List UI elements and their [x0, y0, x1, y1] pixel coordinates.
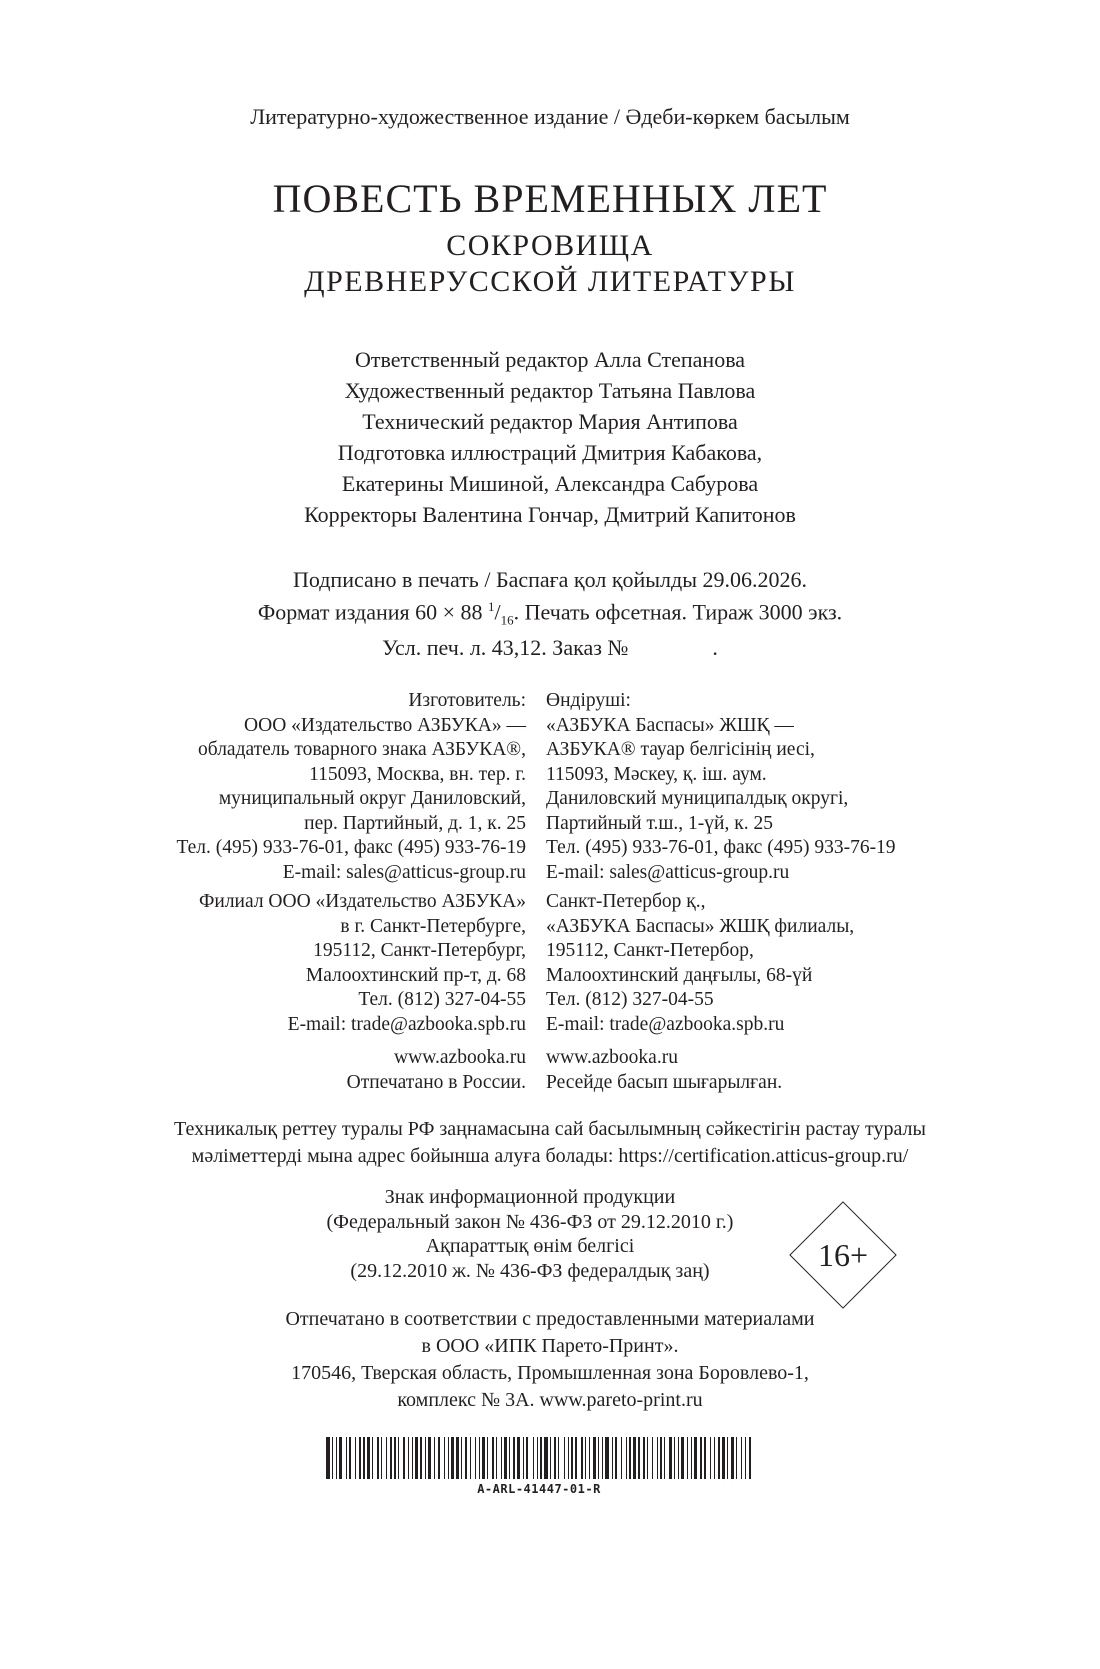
printer-info	[0, 1306, 1100, 1414]
subtitle-line: ДРЕВНЕРУССКОЙ ЛИТЕРАТУРЫ	[304, 265, 796, 298]
info-sign-line: Знак информационной продукции	[384, 1186, 676, 1208]
book-subtitle	[0, 228, 1100, 300]
age-rating-badge	[788, 1200, 898, 1310]
book-title: ПОВЕСТЬ ВРЕМЕННЫХ ЛЕТ	[272, 176, 828, 221]
format-slash: /	[494, 599, 501, 625]
manufacturer-kz-line: Даниловский муниципалдық округі,	[546, 788, 849, 809]
branch-kz-line: Тел. (812) 327-04-55	[546, 989, 714, 1010]
manufacturer-kz-line: Өндіруші:	[546, 690, 631, 711]
manufacturer-kz-line: E-mail: sales@atticus-group.ru	[546, 861, 790, 883]
manufacturer-ru-line: ООО «Издательство АЗБУКА» —	[244, 714, 526, 736]
footer-kz	[546, 1046, 1006, 1095]
info-product-sign	[300, 1185, 760, 1283]
format-suffix: . Печать офсетная. Тираж 3000 экз.	[513, 599, 843, 625]
website-kz: www.azbooka.ru	[546, 1047, 678, 1068]
printer-line: комплекс № 3А. www.pareto-print.ru	[397, 1389, 703, 1411]
manufacturer-kz-line: «АЗБУКА Баспасы» ЖШҚ —	[546, 714, 794, 736]
manufacturer-kz-line: 115093, Мәскеу, қ. іш. аум.	[546, 763, 767, 785]
branch-ru-line: 195112, Санкт-Петербург,	[313, 940, 526, 961]
branch-kz-line: 195112, Санкт-Петербор,	[546, 940, 754, 961]
branch-ru-line: Тел. (812) 327-04-55	[358, 989, 526, 1010]
footer-ru	[110, 1046, 526, 1095]
info-sign-line: Ақпараттық өнім белгісі	[425, 1235, 635, 1257]
branch-kz-line: «АЗБУКА Баспасы» ЖШҚ филиалы,	[546, 915, 855, 937]
manufacturer-kz	[546, 689, 1006, 885]
manufacturer-ru	[110, 689, 526, 885]
info-sign-line: (Федеральный закон № 436-ФЗ от 29.12.2010 г.)	[326, 1210, 734, 1233]
credit-line: Екатерины Мишиной, Александра Сабурова	[341, 471, 759, 496]
branch-ru-line: Малоохтинский пр-т, д. 68	[305, 964, 526, 986]
info-sign-line: (29.12.2010 ж. № 436-ФЗ федералдық заң)	[350, 1259, 710, 1282]
credit-line: Художественный редактор Татьяна Павлова	[344, 378, 756, 403]
age-rating-text: 16+	[817, 1237, 869, 1273]
manufacturer-kz-line: АЗБУКА® тауар белгісінің иесі,	[546, 739, 815, 760]
certification-line: мәліметтерді мына адрес бойынша алуға болады: https://certification.atticus-group.ru/	[191, 1145, 909, 1167]
format-numerator: 1	[488, 599, 495, 614]
print-info-block	[0, 566, 1100, 661]
website-ru: www.azbooka.ru	[394, 1047, 526, 1068]
subtitle-line: СОКРОВИЩА	[446, 229, 654, 262]
printer-line: в ООО «ИПК Парето-Принт».	[421, 1335, 679, 1357]
barcode-icon	[326, 1437, 752, 1479]
credit-line: Корректоры Валентина Гончар, Дмитрий Капитонов	[304, 502, 796, 527]
order-text: Усл. печ. л. 43,12. Заказ №	[382, 634, 629, 660]
manufacturer-ru-line: 115093, Москва, вн. тер. г.	[309, 763, 526, 785]
printed-in-ru: Отпечатано в России.	[346, 1071, 526, 1093]
manufacturer-ru-line: E-mail: sales@atticus-group.ru	[282, 861, 526, 883]
barcode-code: A-ARL-41447-01-R	[477, 1482, 601, 1496]
branch-ru-line: в г. Санкт-Петербурге,	[340, 915, 526, 937]
credit-line: Подготовка иллюстраций Дмитрия Кабакова,	[337, 440, 763, 465]
printer-line: 170546, Тверская область, Промышленная зона Боровлево-1,	[291, 1362, 809, 1384]
format-denominator: 16	[500, 612, 514, 628]
credits-block	[0, 344, 1100, 530]
branch-kz-line: E-mail: trade@azbooka.spb.ru	[546, 1013, 785, 1035]
format-line	[0, 593, 1100, 634]
credit-line: Технический редактор Мария Антипова	[362, 409, 738, 434]
branch-kz-line: Санкт-Петербор қ.,	[546, 891, 706, 912]
signed-line: Подписано в печать / Баспаға қол қойылды 29.06.2026.	[292, 567, 808, 592]
manufacturer-ru-line: Тел. (495) 933-76-01, факс (495) 933-76-19	[176, 837, 526, 858]
edition-type: Литературно-художественное издание / Әдеби-көркем басылым	[250, 104, 850, 129]
manufacturer-kz-line: Партийный т.ш., 1-үй, к. 25	[546, 812, 773, 834]
branch-kz-line: Малоохтинский даңғылы, 68-үй	[546, 964, 813, 986]
credit-line: Ответственный редактор Алла Степанова	[354, 347, 746, 372]
format-prefix: Формат издания 60 × 88	[257, 599, 483, 625]
branch-kz	[546, 890, 1006, 1037]
printed-in-kz: Ресейде басып шығарылған.	[546, 1071, 783, 1093]
branch-ru-line: Филиал ООО «Издательство АЗБУКА»	[198, 891, 526, 912]
barcode	[326, 1437, 752, 1496]
manufacturer-kz-line: Тел. (495) 933-76-01, факс (495) 933-76-19	[546, 837, 896, 858]
certification-line: Техникалық реттеу туралы РФ заңнамасына сай басылымның сәйкестігін растау туралы	[174, 1118, 926, 1140]
order-line: Усл. печ. л. 43,12. Заказ № .	[382, 634, 718, 660]
manufacturer-ru-line: пер. Партийный, д. 1, к. 25	[304, 812, 526, 834]
manufacturer-ru-line: Изготовитель:	[408, 690, 526, 711]
branch-ru	[110, 890, 526, 1037]
branch-ru-line: E-mail: trade@azbooka.spb.ru	[287, 1013, 526, 1035]
manufacturer-ru-line: обладатель товарного знака АЗБУКА®,	[198, 739, 526, 760]
printer-line: Отпечатано в соответствии с предоставленными материалами	[285, 1308, 815, 1330]
certification-note	[0, 1116, 1100, 1170]
manufacturer-ru-line: муниципальный округ Даниловский,	[218, 788, 526, 809]
